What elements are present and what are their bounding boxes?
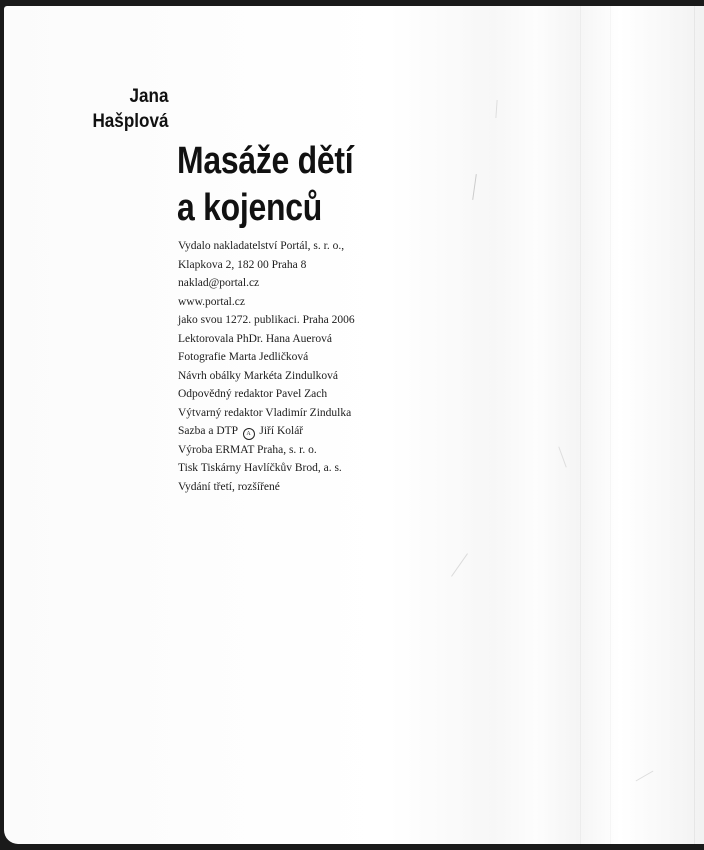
imprint-block: [178, 237, 355, 496]
author-last-name: Hašplová: [91, 111, 168, 132]
paper-mark: [558, 446, 566, 467]
page-fold-line: [694, 6, 695, 844]
paper-mark: [495, 100, 497, 118]
imprint-website: www.portal.cz: [178, 295, 245, 308]
book-title: [177, 138, 353, 232]
paper-mark: [472, 174, 477, 200]
imprint-art-editor: Výtvarný redaktor Vladimír Zindulka: [178, 406, 352, 419]
author-first-name: Jana: [129, 86, 168, 107]
imprint-typesetting-label: Sazba a DTP: [178, 425, 238, 437]
imprint-photographer: Fotografie Marta Jedličková: [178, 351, 309, 363]
imprint-editor: Odpovědný redaktor Pavel Zach: [178, 388, 328, 400]
imprint-publication-number: jako svou 1272. publikaci. Praha 2006: [178, 314, 355, 326]
typesetter-logo-icon: A: [243, 428, 255, 440]
paper-mark: [451, 553, 468, 577]
imprint-typesetting: [178, 422, 355, 441]
paper-mark: [636, 771, 654, 782]
book-title-line-2: a kojenců: [177, 187, 322, 229]
page-fold-line: [580, 6, 581, 844]
imprint-address: Klapkova 2, 182 00 Praha 8: [178, 258, 307, 271]
imprint-cover-design: Návrh obálky Markéta Zindulková: [178, 369, 338, 382]
author-name: [92, 84, 168, 134]
imprint-edition: Vydání třetí, rozšířené: [178, 480, 280, 493]
page-fold-line: [610, 6, 611, 844]
imprint-reviewer: Lektorovala PhDr. Hana Auerová: [178, 332, 332, 345]
imprint-printer: Tisk Tiskárny Havlíčkův Brod, a. s.: [178, 462, 342, 474]
book-title-line-1: Masáže dětí: [177, 140, 354, 182]
imprint-typesetter-name: Jiří Kolář: [259, 425, 304, 437]
title-page: [4, 6, 704, 844]
imprint-publisher: Vydalo nakladatelství Portál, s. r. o.,: [178, 240, 345, 252]
imprint-email: naklad@portal.cz: [178, 277, 260, 289]
imprint-production: Výroba ERMAT Praha, s. r. o.: [178, 443, 317, 456]
